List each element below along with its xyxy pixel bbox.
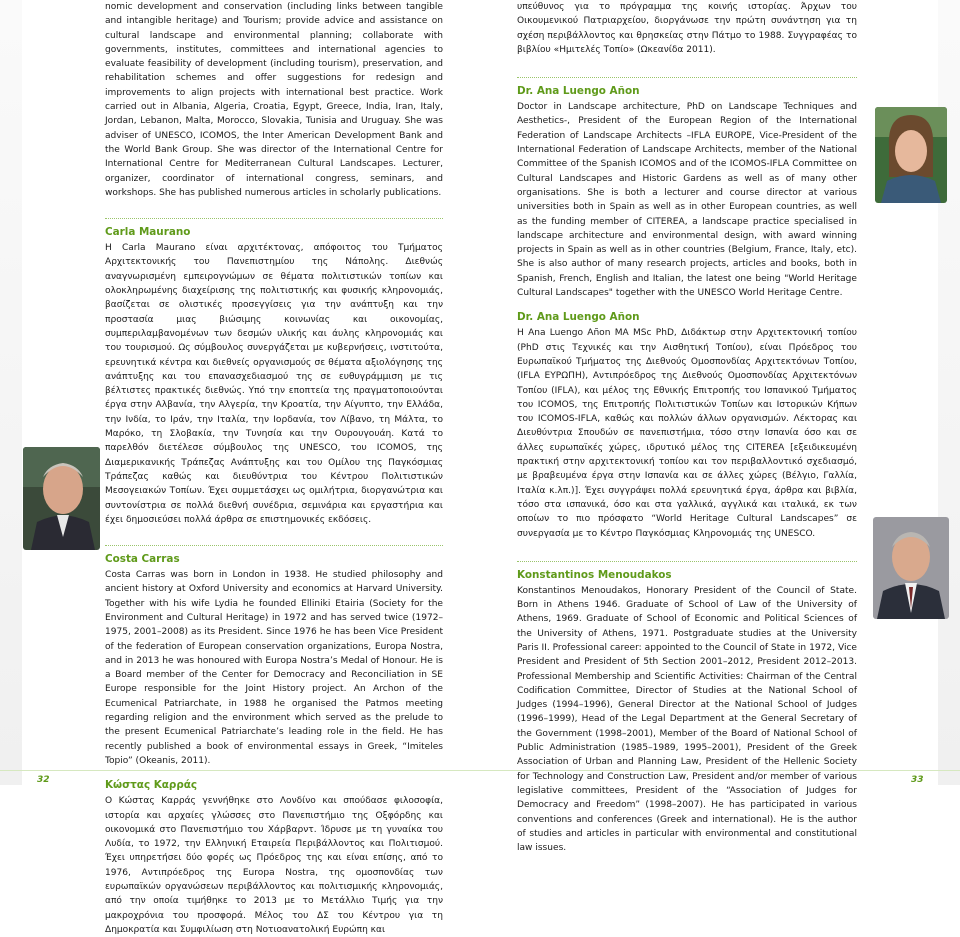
section-divider xyxy=(517,77,857,78)
luengo-name-gr: Dr. Ana Luengo Añon xyxy=(517,311,640,324)
costa-carras-photo xyxy=(23,447,100,550)
maurano-section xyxy=(105,218,443,527)
luengo-bio-en: Doctor in Landscape architecture, PhD on Landscape Techniques and Aesthetics-, President of the European Region of the International Federation of Landscape Architects –IFLA EUROPE, Vice-President of the International Federation of Landscape Architects, member of the National Committee of the Spanish ICOMOS and of the ICOMOS-IFLA Committee on Cultural Landscapes and Historic Gardens as well as of many other organisations. She is both a lecturer and course director at various universities both in Spain as well as in other European countries, as well as the funding member of CITEREA, a landscape practice specialised in landscape architecture and environmental design, with award winning projects in Spain as well as in other countries (Belgium, France, Italy, etc). She is also author of many research projects, articles and books, both in Spanish, French, English and Italian, the latest one being "World Heritage Cultural Landscapes" together with the UNESCO World Heritage Centre. xyxy=(517,102,857,299)
konstantinos-menoudakos-photo xyxy=(873,517,949,619)
carras-bio-en: Costa Carras was born in London in 1938. He studied philosophy and ancient history at Oxford University and economics at Harvard University. Together with his wife Lydia he founded Elliniki Etairia (Society for the Environment and Cultural Heritage) in 1972 and has served twice (1972–1975, 2001–2008) as its President. Since 1976 he has been Vice President of the federation of European conservation organizations, Europa Nostra, and in 2013 he was honoured with Europa Nostra’s Medal of Honour. He is a Board member of the Center for Democracy and Reconciliation in SE Europe responsible for the Joint History project. An Archon of the Ecumenical Patriarchate, in 1988 he organised the Patmos meeting regarding religion and the environment which served as the prelude to the present Ecumenical Patriarchate’s leading role in the field. He has recently published a book of environmental essays in Greek, “Imiteles Topio” (Okeanis, 2011). xyxy=(105,570,443,766)
section-divider xyxy=(517,561,857,562)
menoudakos-name: Konstantinos Menoudakos xyxy=(517,568,672,581)
ana-luengo-photo xyxy=(875,107,947,203)
menoudakos-bio: Konstantinos Menoudakos, Honorary President of the Council of State. Born in Athens 1946. Graduate of School of Law of the University of Athens, 1969. Graduate of School of Economic and Political Sciences of the University of Athens, 1971. Postgraduate studies at the University Paris II. Professional career: appointed to the Council of State in 1972, Vice President and President of 5th Section 2001–2012, President 2012–2013. Professional Membership and Scientific Activities: Chairman of the Central Codification Committee, Director of Studies at the National School of Judges (1994–1996), General Director at the National School of Judges (1996–1999), Head of the Legal Department at the General Secretary of the Government (1998–2001), Member of the Board of National School of Public Administration (1985–1989, 1995–2001), President of the Greek Association of Urban and Planning Law, President of the Hellenic Society for Technology and Construction Law, President and/or member of various legislative committees, President of the “Association of Judges for Democracy and Freedom” (1998–2007). He has participated in various conventions and conferences (Greek and international). He is the author of studies and articles in particular with environmental and constitutional law issues. xyxy=(517,585,857,854)
luengo-bio-gr: H Ana Luengo Añon MA MSc PhD, Διδάκτωρ στην Αρχιτεκτονική τοπίου (PhD στις Τεχνικές και την Αισθητική Τοπίου), είναι Πρόεδρος του Ευρωπαϊκού Τμήματος της Διεθνούς Ομοσπονδίας Αρχιτεκτόνων Τοπίου, (IFLA ΕΥΡΩΠΗ), Αντιπρόεδρος της Διεθνούς Ομοσπονδίας Αρχιτεκτόνων Τοπίου (IFLA), και μέλος της Εθνικής Επιτροπής του Ισπανικού Τμήματος του ICOMOS, της Επιτροπής Πολιτιστικών Τοπίων και Ιστορικών Κήπων του ICOMOS-IFLA, καθώς και πολλών άλλων οργανισμών. Λέκτορας και Διευθύντρια Σπουδών σε πανεπιστήμια, τόσο στην Ισπανία όσο και σε άλλες ευρωπαϊκές χώρες, ιδρυτικό μέλος της CITEREA [εξειδικευμένη πρακτική στην αρχιτεκτονική τοπίου και τον περιβαλλοντικό σχεδιασμό, με βραβευμένα έργα στην Ισπανία και σε άλλες χώρες (Βέλγιο, Γαλλία, Ιταλία κ.λπ.)]. Έχει συγγράψει πολλά ερευνητικά έργα, άρθρα και βιβλία, τόσο στα ισπανικά, όσο και στα γαλλικά, αγγλικά και ιταλικά, εκ των οποίων το πιο πρόσφατο “World Heritage Cultural Landscapes” σε συνεργασία με το Κέντρο Παγκόσμιας Κληρονομιάς της UNESCO. xyxy=(517,328,857,539)
section-divider xyxy=(105,545,443,546)
left-column xyxy=(105,0,443,937)
luengo-gr-section xyxy=(517,310,857,540)
right-column xyxy=(517,0,857,855)
maurano-bio-gr: Η Carla Maurano είναι αρχιτέκτονας, απόφοιτος του Τμήματος Αρχιτεκτονικής του Πανεπιστημίου της Νάπολης. Διεθνώς αναγνωρισμένη εμπειρογνώμων σε θέματα πολιτιστικών τοπίων και ολοκληρωμένης διαχείρισης της πολιτιστικής και φυσικής κληρονομιάς, βασίζεται σε ολιστικές προσεγγίσεις για την ανάπτυξη και την προστασία μιας βιώσιμης κοινωνίας και οικονομίας, συμπεριλαμβανομένων των δεσμών υλικής και άυλης κληρονομιάς και του τουρισμού. Ως σύμβουλος συνεργάζεται με κυβερνήσεις, ινστιτούτα, ερευνητικά κέντρα και διεθνείς οργανισμούς σε θέματα αξιολόγησης της ανάπτυξης και του επανασχεδιασμού της σε ευθυγράμμιση με τις βέλτιστες πρακτικές διεθνώς. Υπό την εποπτεία της πραγματοποιούνται έργα στην Αλβανία, την Αλγερία, την Κροατία, την Αίγυπτο, την Ελλάδα, την Ινδία, το Ιράν, την Ιταλία, την Ιορδανία, τον Λίβανο, τη Μάλτα, το Μαρόκο, τη Σλοβακία, την Τυνησία και την Ουρουγουάη. Κατά το παρελθόν διετέλεσε σύμβουλος της UNESCO, του ICOMOS, της Διαμερικανικής Τράπεζας Ανάπτυξης και του Ομίλου της Παγκόσμιας Τράπεζας καθώς και διευθύντρια του Κέντρου Πολιτιστικών Μεσογειακών Τοπίων. Έχει συμμετάσχει ως ομιλήτρια, διοργανώτρια και συντονίστρια σε πολλά διεθνή συνέδρια, σεμινάρια και εργαστήρια και έχει δημοσιεύσει πολλά άρθρα σε επιστημονικές εκδόσεις. xyxy=(105,243,443,525)
left-page-margin xyxy=(0,0,22,785)
luengo-name-en: Dr. Ana Luengo Añon xyxy=(517,85,640,98)
page-number-right: 33 xyxy=(911,775,924,785)
menoudakos-section xyxy=(517,561,857,856)
carras-section xyxy=(105,545,443,937)
carras-name-gr: Κώστας Καρράς xyxy=(105,779,198,792)
maurano-name: Carla Maurano xyxy=(105,226,191,239)
page-number-left: 32 xyxy=(37,775,50,785)
carras-bio-gr: Ο Κώστας Καρράς γεννήθηκε στο Λονδίνο και σπούδασε φιλοσοφία, ιστορία και αρχαίες γλώσσες στο Πανεπιστήμιο της Οξφόρδης και οικονομικά στο Πανεπιστήμιο του Χάρβαρντ. Ίδρυσε με τη γυναίκα του Λυδία, το 1972, την Ελληνική Εταιρεία Περιβάλλοντος και Πολιτισμού. Έχει υπηρετήσει δύο φορές ως Πρόεδρος της και είναι επίσης, από το 1976, Αντιπρόεδρος της Europa Nostra, της ομοσπονδίας των ευρωπαϊκών οργανώσεων περιβάλλοντος και πολιτισμικής κληρονομιάς, από την οποία τιμήθηκε το 2013 με το Μετάλλιο Τιμής για την μακροχρόνια του προσφορά. Μέλος του ΔΣ του Κέντρου για τη Δημοκρατία και Συμφιλίωση στη Νοτιοανατολική Ευρώπη και xyxy=(105,796,443,935)
section-divider xyxy=(105,218,443,219)
carras-bio-gr-continued: υπεύθυνος για το πρόγραμμα της κοινής ιστορίας. Άρχων του Οικουμενικού Πατριαρχείου, διοργάνωσε την πρώτη συνάντηση για τη σχέση περιβάλλοντος και θρησκείας στην Πάτμο το 1988. Συγγραφέας το βιβλίου «Ημιτελές Τοπίο» (Ωκεανίδα 2011). xyxy=(517,2,857,55)
luengo-en-section xyxy=(517,77,857,300)
carras-name-en: Costa Carras xyxy=(105,553,180,566)
maurano-bio-en-continued: nomic development and conservation (including links between tangible and intangible heritage) and Tourism; provide advice and assistance on cultural landscape and environmental planning; collaborate with governments, institutes, committees and international agencies to evaluate feasibility of development (including tourism), preservation, and rehabilitation schemes and offer suggestions for redesign and improvements to align projects with international best practice. Work carried out in Albania, Algeria, Croatia, Egypt, Greece, India, Iran, Italy, Jordan, Lebanon, Malta, Morocco, Slovakia, Tunisia and Uruguay. She was adviser of UNESCO, ICOMOS, the Inter American Development Bank and the World Bank Group. She was director of the International Centre for International Centre for Mediterranean Cultural Landscapes. Lecturer, organizer, coordinator of international congress, seminars, and workshops. She has published numerous articles in scholarly publications. xyxy=(105,2,443,198)
